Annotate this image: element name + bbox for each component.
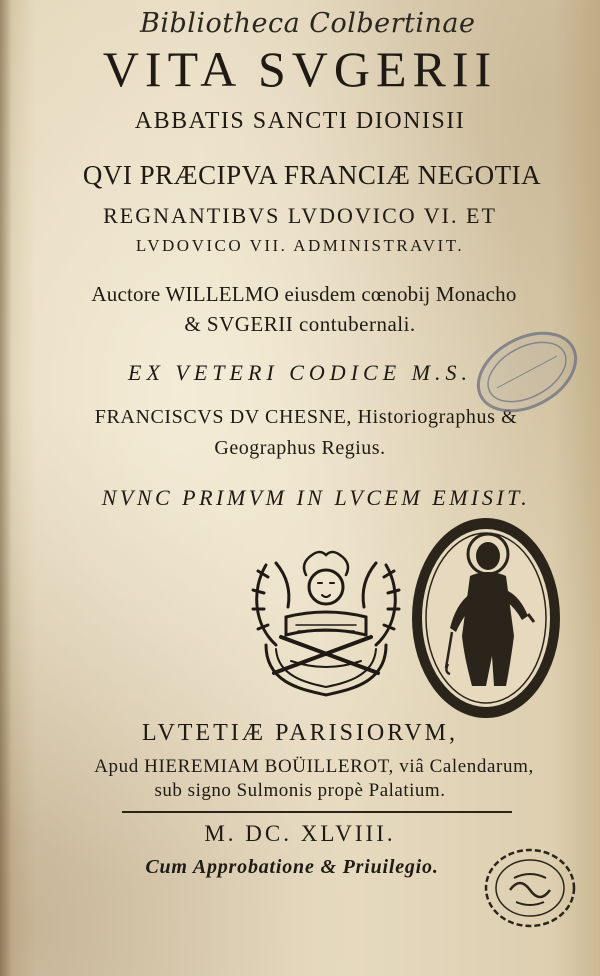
author-line-1: Auctore WILLELMO eiusdem cœnobij Monacho (91, 282, 517, 306)
divider-rule (122, 811, 512, 813)
printer-device-ornament-icon (246, 545, 406, 700)
editor-line-2: Geographus Regius. (214, 437, 386, 459)
source-line: EX VETERI CODICE M.S. (128, 360, 472, 385)
imprint-city: LVTETIÆ PARISIORVM, (141, 720, 458, 746)
handwritten-ownership-note: Bibliotheca Colbertinae (140, 8, 476, 39)
library-seal-icon (408, 514, 564, 722)
publication-date: M. DC. XLVIII. (204, 821, 396, 846)
subtitle-line-1: ABBATIS SANCTI DIONISII (134, 108, 466, 134)
subtitle-line-4: LVDOVICO VII. ADMINISTRAVIT. (135, 236, 465, 255)
privilege-line: Cum Approbatione & Priuilegio. (145, 856, 439, 878)
small-library-stamp-icon (482, 846, 578, 930)
editor-line-1: FRANCISCVS DV CHESNE, Historiographus & (94, 406, 518, 428)
subtitle-line-2: QVI PRÆCIPVA FRANCIÆ NEGOTIA (82, 160, 542, 190)
subtitle-line-3: REGNANTIBVS LVDOVICO VI. ET (103, 203, 497, 228)
imprint-printer: Apud HIEREMIAM BOÜILLEROT, viâ Calendarum, (94, 756, 534, 777)
library-stamp-icon (468, 322, 586, 422)
publication-line: NVNC PRIMVM IN LVCEM EMISIT. (101, 485, 531, 510)
imprint-location: sub signo Sulmonis propè Palatium. (154, 780, 446, 801)
author-line-2: & SVGERII contubernali. (184, 312, 416, 336)
book-title: VITA SVGERII (102, 41, 498, 97)
